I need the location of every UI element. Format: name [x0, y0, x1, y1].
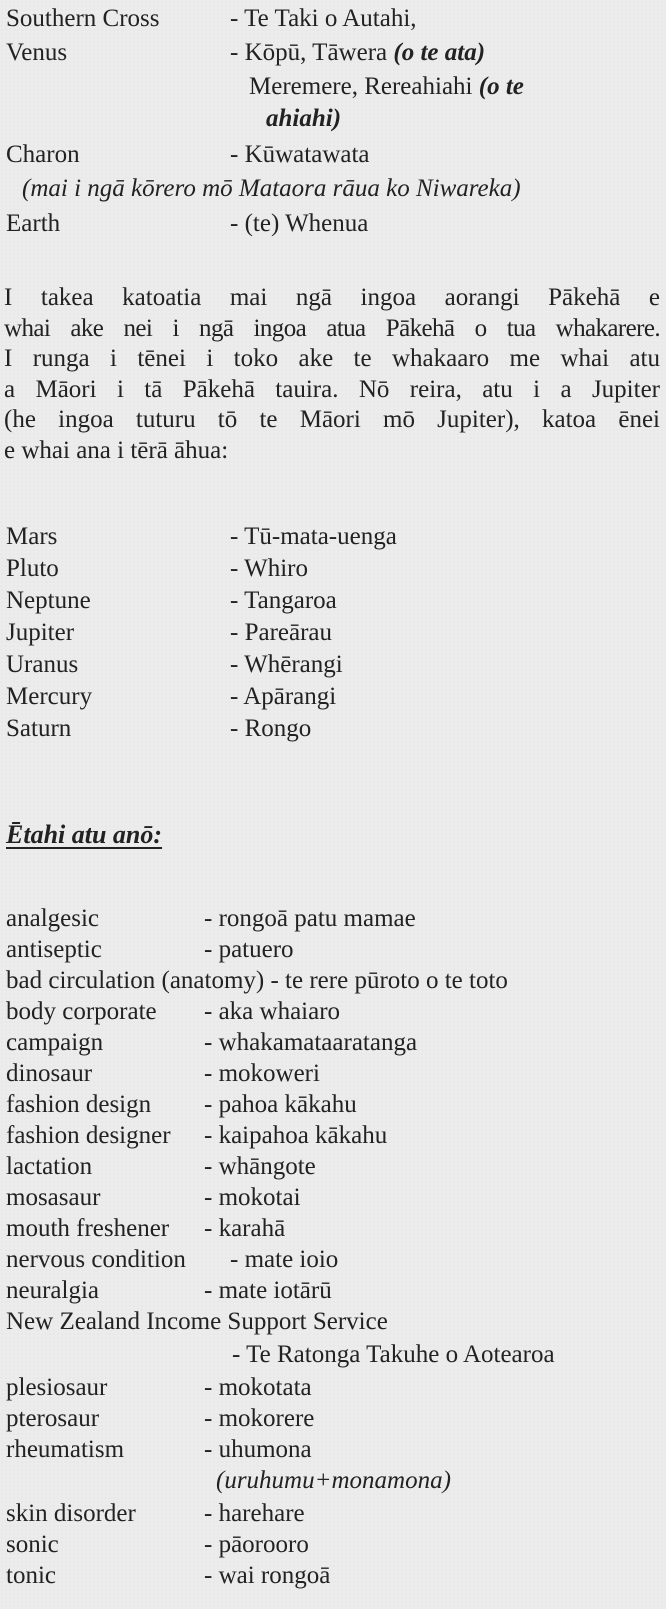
glossary-term: dinosaur [6, 1060, 93, 1087]
planet-value: - Apārangi [230, 683, 337, 710]
glossary-value: - mokorere [204, 1405, 315, 1432]
glossary-value: - mate ioio [230, 1246, 339, 1273]
glossary-term: mosasaur [6, 1184, 101, 1211]
entry-note: (o te ata) [393, 39, 486, 66]
glossary-value: - mokotai [204, 1184, 301, 1211]
glossary-term: rheumatism [6, 1436, 125, 1463]
section-heading: Ētahi atu anō: [6, 820, 163, 849]
glossary-value: - whāngote [204, 1153, 316, 1180]
glossary-term: pterosaur [6, 1405, 100, 1432]
paragraph-line: (he ingoa tuturu tō te Māori mō Jupiter), katoa ēnei [4, 406, 660, 433]
entry-note: ahiahi) [266, 105, 342, 132]
glossary-value: - rongoā patu mamae [204, 905, 416, 932]
planet-term: Neptune [6, 587, 91, 614]
entry-value: - Te Taki o Autahi, [230, 5, 417, 32]
entry-value: Meremere, Rereahiahi (o te [249, 73, 524, 100]
glossary-term: neuralgia [6, 1277, 100, 1304]
planet-value: - Tangaroa [230, 587, 337, 614]
glossary-term: skin disorder [6, 1500, 136, 1527]
planet-term: Uranus [6, 651, 79, 678]
paragraph-line: a Māori i tā Pākehā tauira. Nō reira, atu i a Jupiter [4, 375, 660, 403]
glossary-term: tonic [6, 1562, 56, 1589]
glossary-term: mouth freshener [6, 1215, 170, 1242]
glossary-term: plesiosaur [6, 1374, 108, 1401]
planet-term: Mars [6, 523, 58, 550]
glossary-term: sonic [6, 1531, 59, 1558]
glossary-term: New Zealand Income Support Service [6, 1308, 388, 1335]
planet-value: - Tū-mata-uenga [230, 523, 397, 550]
paragraph-line: whai ake nei i ngā ingoa atua Pākehā o tua whakarere. [4, 314, 660, 342]
entry-term: Charon [6, 141, 80, 168]
planet-term: Saturn [6, 715, 72, 742]
paragraph-line: e whai ana i tērā āhua: [4, 436, 229, 464]
planet-value: - Rongo [230, 715, 312, 742]
glossary-term: fashion designer [6, 1122, 171, 1149]
paragraph-line: I takea katoatia mai ngā ingoa aorangi Pākehā e [4, 284, 660, 311]
planet-value: - Whiro [230, 555, 308, 582]
glossary-value: - whakamataaratanga [204, 1029, 418, 1056]
glossary-term: lactation [6, 1153, 93, 1180]
glossary-value: - mokoweri [204, 1060, 320, 1087]
planet-value: - Pareārau [230, 619, 333, 646]
glossary-value: - mate iotārū [204, 1277, 332, 1304]
glossary-term: campaign [6, 1029, 104, 1056]
glossary-term: body corporate [6, 998, 157, 1025]
entry-term: Venus [6, 39, 68, 66]
glossary-note: (uruhumu+monamona) [216, 1467, 451, 1494]
entry-value: - Kūwatawata [230, 141, 370, 168]
glossary-value: - karahā [204, 1215, 286, 1242]
glossary-value: - patuero [204, 936, 294, 963]
glossary-term: fashion design [6, 1091, 152, 1118]
glossary-value: - kaipahoa kākahu [204, 1122, 388, 1149]
intro-paragraph [4, 283, 660, 466]
planet-value: - Whērangi [230, 651, 343, 678]
entry-term: Southern Cross [6, 5, 160, 32]
glossary-value: - mokotata [204, 1374, 312, 1401]
planet-term: Jupiter [6, 619, 75, 646]
entry-term: Earth [6, 210, 61, 237]
paragraph-line: I runga i tēnei i toko ake te whakaaro me whai atu [4, 345, 660, 372]
glossary-value: - wai rongoā [204, 1562, 331, 1589]
glossary-term: nervous condition [6, 1246, 186, 1273]
glossary-term: bad circulation (anatomy) - te rere pūroto o te toto [6, 967, 508, 994]
planet-term: Pluto [6, 555, 59, 582]
entry-note: (mai i ngā kōrero mō Mataora rāua ko Niwareka) [22, 175, 521, 202]
glossary-term: analgesic [6, 905, 100, 932]
planet-term: Mercury [6, 683, 93, 710]
entry-value: - (te) Whenua [230, 210, 369, 237]
glossary-value: - Te Ratonga Takuhe o Aotearoa [232, 1341, 555, 1368]
glossary-value: - uhumona [204, 1436, 312, 1463]
glossary-value: - pahoa kākahu [204, 1091, 357, 1118]
entry-note: (o te [478, 73, 524, 100]
glossary-term: antiseptic [6, 936, 102, 963]
entry-value: - Kōpū, Tāwera (o te ata) [230, 39, 486, 66]
glossary-value: - harehare [204, 1500, 305, 1527]
glossary-value: - pāorooro [204, 1531, 309, 1558]
glossary-value: - aka whaiaro [204, 998, 341, 1025]
